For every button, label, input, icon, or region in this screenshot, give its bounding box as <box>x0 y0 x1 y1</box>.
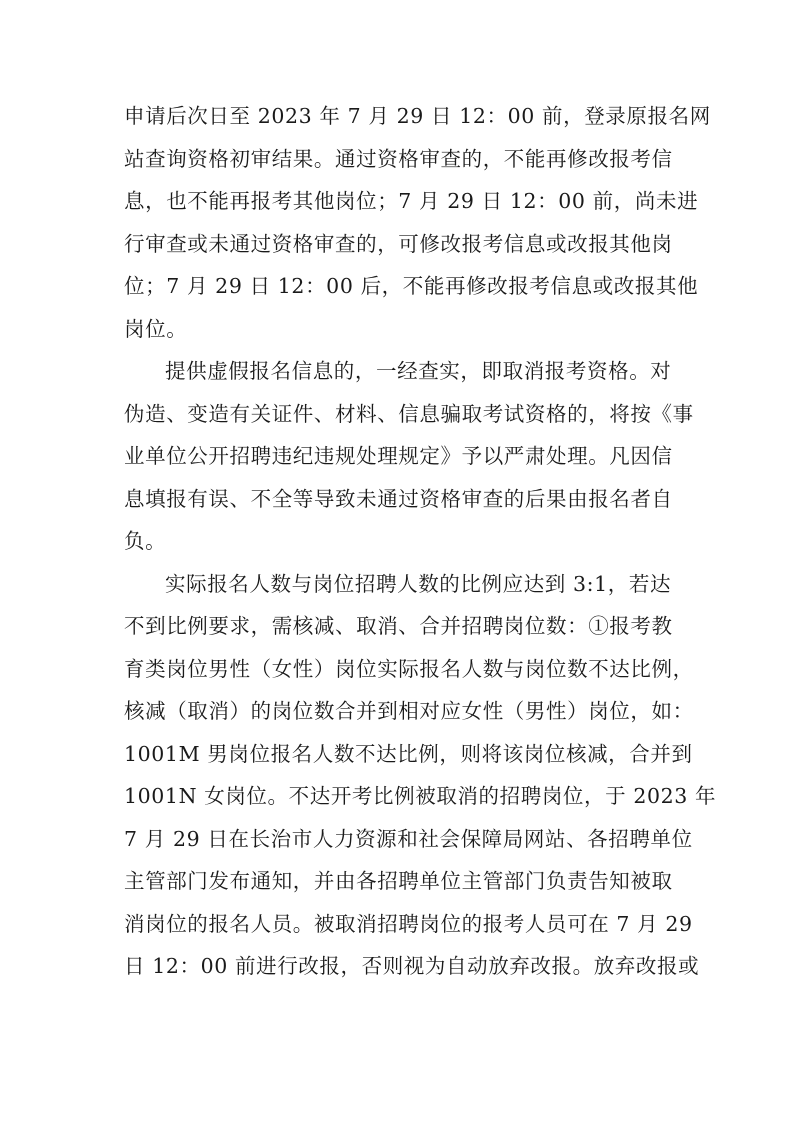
text-line: 1001M 男岗位报名人数不达比例，则将该岗位核减，合并到 <box>124 741 693 766</box>
text-line: 消岗位的报名人员。被取消招聘岗位的报考人员可在 7 月 29 <box>124 911 693 936</box>
text-line: 不到比例要求，需核减、取消、合并招聘岗位数：①报考教 <box>124 614 673 638</box>
text-line: 提供虚假报名信息的，一经查实，即取消报考资格。对 <box>165 359 672 383</box>
document-page <box>124 95 717 988</box>
paragraph-2 <box>124 350 694 563</box>
text-line: 岗位。 <box>124 316 188 341</box>
text-line: 伪造、变造有关证件、材料、信息骗取考试资格的，将按《事 <box>124 401 694 426</box>
text-line: 位；7 月 29 日 12：00 后，不能再修改报考信息或改报其他 <box>124 274 699 298</box>
text-line: 主管部门发布通知，并由各招聘单位主管部门负责告知被取 <box>124 869 673 893</box>
text-line: 实际报名人数与岗位招聘人数的比例应达到 3:1，若达 <box>165 571 672 596</box>
text-line: 申请后次日至 2023 年 7 月 29 日 12：00 前，登录原报名网 <box>124 104 711 128</box>
text-line: 核减（取消）的岗位数合并到相对应女性（男性）岗位，如： <box>124 699 694 723</box>
text-line: 负。 <box>124 529 167 553</box>
text-line: 行审查或未通过资格审查的，可修改报考信息或改报其他岗 <box>124 231 673 256</box>
text-line: 7 月 29 日在长治市人力资源和社会保障局网站、各招聘单位 <box>124 826 693 851</box>
text-line: 息填报有误、不全等导致未通过资格审查的后果由报名者自 <box>124 486 673 511</box>
paragraph-1 <box>124 95 711 350</box>
text-line: 业单位公开招聘违纪违规处理规定》予以严肃处理。凡因信 <box>124 444 673 468</box>
paragraph-3 <box>124 563 717 988</box>
text-line: 息，也不能再报考其他岗位；7 月 29 日 12：00 前，尚未进 <box>124 189 699 213</box>
text-line: 育类岗位男性（女性）岗位实际报名人数与岗位数不达比例， <box>124 656 694 681</box>
text-line: 站查询资格初审结果。通过资格审查的，不能再修改报考信 <box>124 146 673 171</box>
text-line: 日 12：00 前进行改报，否则视为自动放弃改报。放弃改报或 <box>124 954 700 978</box>
text-line: 1001N 女岗位。不达开考比例被取消的招聘岗位，于 2023 年 <box>124 784 717 808</box>
